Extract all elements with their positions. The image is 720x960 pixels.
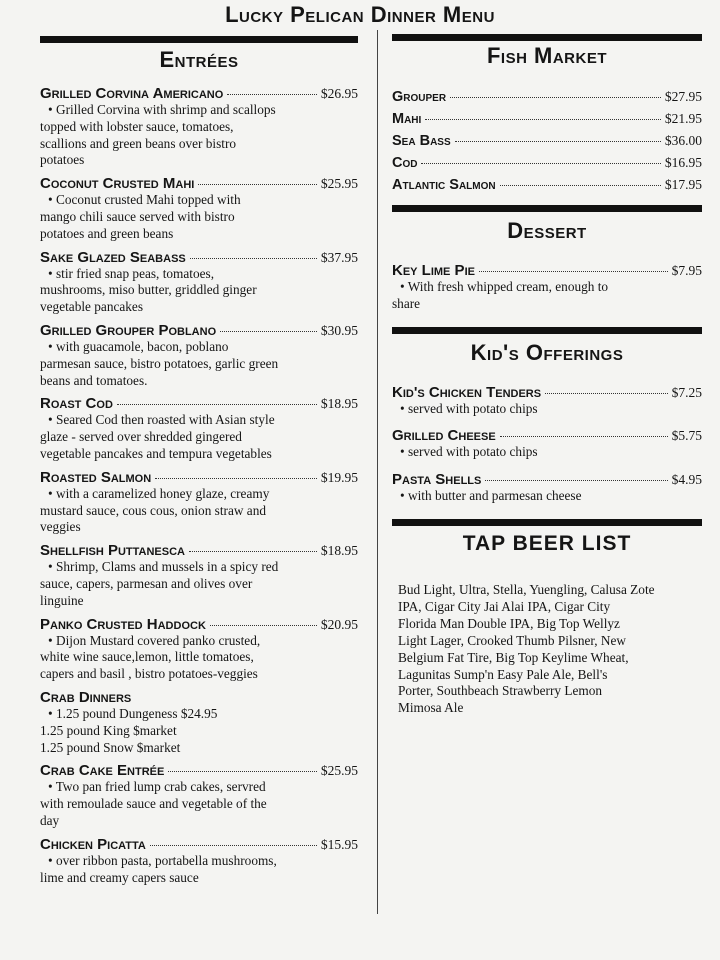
item-description-line: mango chili sauce served with bistro — [40, 208, 235, 224]
menu-item — [40, 762, 358, 829]
item-description-line: • Grilled Corvina with shrimp and scallops — [48, 102, 276, 117]
tap-beer-heading: TAP BEER LIST — [462, 531, 632, 555]
fish-market-heading: Fish Market — [486, 43, 608, 68]
item-name: Coconut Crusted Mahi — [40, 175, 195, 193]
item-description-line: capers and basil , bistro potatoes-veggies — [40, 666, 258, 682]
item-description-line: • with butter and parmesan cheese — [400, 488, 582, 504]
item-name: Key Lime Pie — [392, 262, 475, 279]
menu-item — [40, 616, 358, 683]
menu-item — [40, 469, 358, 536]
item-description-line: scallions and green beans over bistro — [40, 135, 237, 151]
item-description-line: • with guacamole, bacon, poblano — [48, 338, 229, 354]
item-price: $18.95 — [320, 396, 358, 412]
item-description-line: • served with potato chips — [400, 444, 538, 460]
item-description-line: 1.25 pound Snow $market — [40, 739, 181, 755]
item-description-line: • stir fried snap peas, tomatoes, — [48, 265, 215, 281]
item-description-line: share — [392, 295, 421, 311]
item-price: $7.25 — [671, 384, 702, 400]
tap-beer-line: Light Lager, Crooked Thumb Pilsner, New — [398, 632, 627, 648]
menu-item — [392, 155, 702, 171]
menu-item — [40, 322, 358, 389]
item-description-line: potatoes and green beans — [40, 225, 174, 241]
item-name: Grouper — [392, 89, 447, 105]
leader-dots — [210, 625, 317, 626]
item-description-line: • Coconut crusted Mahi topped with — [48, 192, 241, 208]
item-description-line: • Seared Cod then roasted with Asian style — [48, 412, 275, 428]
item-description-line: • 1.25 pound Dungeness $24.95 — [48, 705, 218, 721]
leader-dots — [425, 119, 661, 120]
item-name: Mahi — [392, 111, 422, 127]
section-bar — [392, 519, 702, 526]
item-name: Roast Cod — [40, 395, 113, 413]
right-column — [392, 34, 702, 717]
item-description-line: vegetable pancakes — [40, 299, 143, 315]
item-description-line: topped with lobster sauce, tomatoes, — [40, 118, 234, 134]
section-bar — [40, 36, 358, 43]
item-name: Shellfish Puttanesca — [40, 542, 185, 560]
tap-beer-line: Mimosa Ale — [398, 700, 464, 716]
leader-dots — [500, 436, 668, 437]
tap-beer-line: Lagunitas Sump'n Easy Pale Ale, Bell's — [398, 666, 608, 682]
section-bar — [392, 327, 702, 334]
item-name: Grilled Grouper Poblano — [40, 321, 217, 339]
item-description-line: 1.25 pound King $market — [40, 722, 177, 738]
item-description-line: • over ribbon pasta, portabella mushrooms, — [48, 852, 277, 868]
item-price: $4.95 — [671, 472, 702, 488]
menu-item — [40, 85, 358, 169]
item-name: Crab Dinners — [40, 688, 132, 706]
menu-item — [40, 836, 358, 887]
kids-list — [392, 384, 702, 505]
menu-title: Lucky Pelican Dinner Menu — [225, 2, 495, 27]
item-price: $18.95 — [320, 543, 358, 559]
entrees-heading: Entrées — [159, 47, 239, 72]
item-price: $30.95 — [320, 322, 358, 338]
leader-dots — [220, 331, 317, 332]
entrees-column — [40, 36, 358, 892]
dessert-list — [392, 262, 702, 313]
item-price: $21.95 — [664, 111, 702, 126]
item-description-line: • served with potato chips — [400, 400, 538, 416]
leader-dots — [189, 551, 317, 552]
tap-beer-line: Porter, Southbeach Strawberry Lemon — [398, 683, 603, 699]
item-name: Pasta Shells — [392, 471, 482, 489]
item-price: $27.95 — [664, 89, 702, 104]
menu-item — [40, 175, 358, 242]
item-price: $19.95 — [320, 469, 358, 485]
item-name: Roasted Salmon — [40, 468, 152, 486]
leader-dots — [485, 480, 667, 481]
item-description-line: • Shrimp, Clams and mussels in a spicy red — [48, 559, 279, 575]
leader-dots — [479, 271, 668, 272]
item-price: $16.95 — [664, 155, 702, 170]
item-name: Chicken Picatta — [40, 835, 146, 853]
item-description-line: • Two pan fried lump crab cakes, servred — [48, 779, 266, 795]
menu-item — [392, 262, 702, 313]
item-price: $7.95 — [671, 263, 702, 278]
dessert-heading: Dessert — [507, 218, 587, 243]
fish-market-list — [392, 89, 702, 193]
item-description-line: veggies — [40, 519, 81, 535]
section-bar — [392, 34, 702, 41]
item-name: Grilled Corvina Americano — [40, 85, 224, 102]
leader-dots — [455, 141, 661, 142]
item-price: $15.95 — [320, 836, 358, 852]
tap-beer-line: Belgium Fat Tire, Big Top Keylime Wheat, — [398, 649, 629, 665]
item-price: $37.95 — [320, 249, 358, 265]
item-description-line: vegetable pancakes and tempura vegetables — [40, 445, 272, 461]
tap-beer-line: IPA, Cigar City Jai Alai IPA, Cigar City — [398, 598, 611, 614]
item-description-line: potatoes — [40, 152, 85, 168]
menu-item — [392, 427, 702, 461]
entree-list — [40, 85, 358, 683]
leader-dots — [545, 393, 668, 394]
item-description-line: white wine sauce,lemon, little tomatoes, — [40, 649, 254, 665]
leader-dots — [190, 258, 317, 259]
item-price: $5.75 — [671, 428, 702, 444]
menu-item — [392, 384, 702, 418]
item-description-line: • Dijon Mustard covered panko crusted, — [48, 632, 261, 648]
leader-dots — [150, 845, 317, 846]
menu-item — [392, 89, 702, 105]
item-description-line: linguine — [40, 592, 84, 608]
tap-beer-line: Florida Man Double IPA, Big Top Wellyz — [398, 615, 620, 631]
leader-dots — [155, 478, 317, 479]
item-price: $17.95 — [664, 177, 702, 192]
menu-item-crab-dinners — [40, 689, 358, 756]
item-description-line: • With fresh whipped cream, enough to — [400, 279, 609, 294]
item-description-line: parmesan sauce, bistro potatoes, garlic green — [40, 355, 279, 371]
item-name: Atlantic Salmon — [392, 177, 496, 193]
item-name: Sea Bass — [392, 133, 451, 149]
leader-dots — [500, 185, 661, 186]
item-description-line: with remoulade sauce and vegetable of the — [40, 796, 267, 812]
item-description-line: day — [40, 812, 60, 828]
menu-item — [40, 542, 358, 609]
item-price: $20.95 — [320, 616, 358, 632]
item-name: Kid's Chicken Tenders — [392, 383, 542, 401]
item-name: Grilled Cheese — [392, 427, 496, 445]
item-price: $26.95 — [320, 86, 358, 101]
item-name: Sake Glazed Seabass — [40, 248, 186, 266]
tap-beer-list — [392, 582, 702, 717]
item-description-line: mushrooms, miso butter, griddled ginger — [40, 282, 257, 298]
menu-item — [392, 111, 702, 127]
item-price: $25.95 — [320, 763, 358, 779]
leader-dots — [421, 163, 660, 164]
menu-item — [392, 177, 702, 193]
leader-dots — [227, 94, 317, 95]
menu-item — [40, 395, 358, 462]
item-name: Cod — [392, 155, 418, 171]
item-name: Crab Cake Entrée — [40, 762, 165, 780]
menu-item — [40, 249, 358, 316]
item-description-line: glaze - served over shredded gingered — [40, 429, 242, 445]
menu-item — [392, 471, 702, 505]
leader-dots — [168, 771, 317, 772]
leader-dots — [117, 404, 317, 405]
column-divider — [377, 30, 378, 914]
item-description-line: mustard sauce, cous cous, onion straw and — [40, 502, 266, 518]
item-description-line: sauce, capers, parmesan and olives over — [40, 575, 253, 591]
item-description-line: • with a caramelized honey glaze, creamy — [48, 485, 270, 501]
item-price: $36.00 — [664, 133, 702, 148]
item-description-line: lime and creamy capers sauce — [40, 869, 199, 885]
tap-beer-line: Bud Light, Ultra, Stella, Yuengling, Calusa Zote — [398, 581, 655, 597]
section-bar — [392, 205, 702, 212]
item-price: $25.95 — [320, 176, 358, 192]
entree-list-after — [40, 762, 358, 886]
kids-heading: Kid's Offerings — [470, 339, 624, 365]
menu-item — [392, 133, 702, 149]
item-description-line: beans and tomatoes. — [40, 372, 148, 388]
leader-dots — [198, 184, 317, 185]
item-name: Panko Crusted Haddock — [40, 615, 206, 633]
leader-dots — [450, 97, 661, 98]
